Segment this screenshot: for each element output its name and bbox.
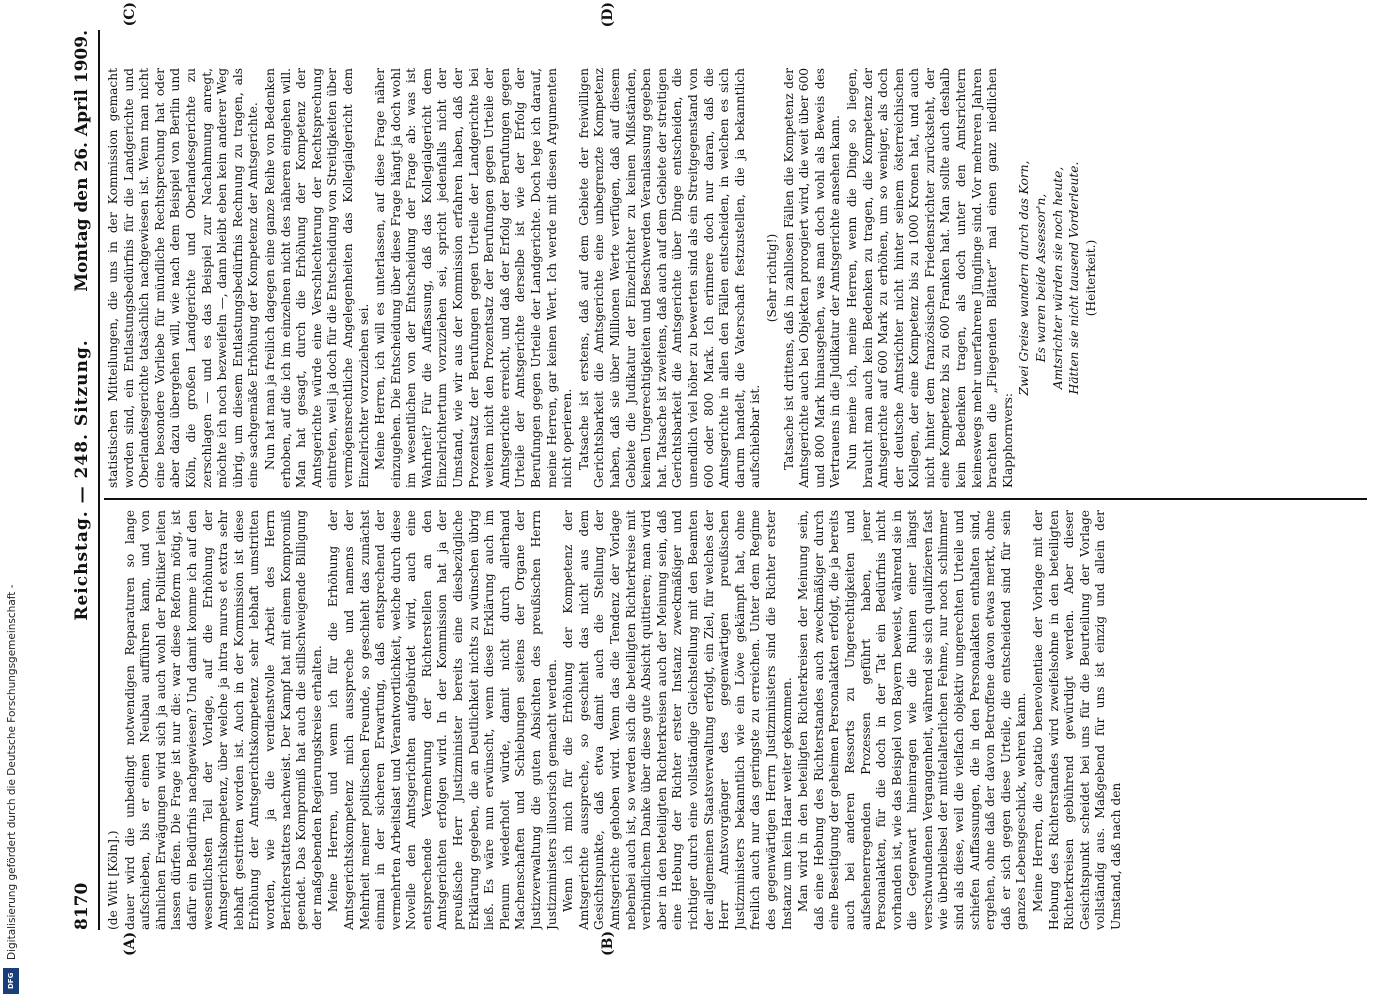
paragraph: Meine Herren, die captatio benevolentiae der Vorlage mit der Hebung des Richterstandes wird zweifelsohne in den beteiligten Richterkreisen gebührend gewürdigt werden. Aber dieser Gesichtspunkt scheidet bei uns für die Beurteilung der Vorlage vollständig aus. Maßgebend für uns ist einzig und allein der Umstand, daß nach den bbox=[1031, 510, 1123, 930]
interjection: (Heiterkeit.) bbox=[1083, 239, 1098, 317]
paragraph: Meine Herren, und wenn ich für die Erhöhung der Amtsgerichtskompetenz mich ausspreche und namens der Mehrheit meiner politischen Freunde, so geschieht das zunächst einmal in der sicheren Erwartung, daß entsprechend der vermehrten Arbeitslast und Verantwortlichkeit, welche durch diese Novelle den Amtsgerichten aufgebürdet wird, auch eine entsprechende Vermehrung der Richterstellen an den Amtsgerichten erfolgen wird. In der Kommission hat ja der preußische Herr Justizminister bereits eine diesbezügliche Erklärung gegeben, die an Deutlichkeit nichts zu wünschen übrig ließ. Es wäre nun erwünscht, wenn diese Erklärung auch im Plenum wiederholt würde, damit nicht durch allerhand Machenschaften und Schiebungen seitens der Organe der Justizverwaltung die guten Absichten des preußischen Herrn Justizministers illusorisch gemacht werden. bbox=[326, 510, 559, 930]
digitization-credit bbox=[4, 0, 20, 1000]
dfg-logo: DFG bbox=[3, 968, 19, 994]
page-number: 8170 bbox=[72, 882, 92, 930]
verse-line: Hätten sie nicht tausend Vorderleute. bbox=[1067, 161, 1082, 395]
left-column bbox=[106, 510, 1367, 930]
interjection: (Sehr richtig!) bbox=[764, 233, 779, 323]
paragraph: Man wird in den beteiligten Richterkreisen der Meinung sein, daß eine Hebung des Richterstandes auch zweckmäßiger durch eine Beseitigung der geheimen Personalakten erfolgt, die ja bereits auch bei anderen Ressorts zu Ungerechtigkeiten und aufsehenerregenden Prozessen geführt haben, jener Personalakten, für die doch in der Tat ein Bedürfnis nicht vorhanden ist, wie das Beispiel von Bayern beweist, während sie in die Gegenwart hineinragen wie die Ruinen einer längst verschwundenen Vergangenheit, während sie sich qualifizieren fast wie überbleibsel der mittelalterlichen Fehme, nur noch schlimmer sind als diese, weil die vielfach objektiv ungerechten Urteile und schiefen Auffassungen, die in den Personalakten enthalten sind, ergehen, ohne daß der davon Betroffene davon etwas merkt, ohne daß er sich gegen diese Urteile, die entscheidend sind für sein ganzes Lebensgeschick, wehren kann. bbox=[796, 510, 1029, 930]
right-column bbox=[106, 68, 1367, 488]
margin-mark-b: (B) bbox=[600, 930, 616, 956]
session-date: Montag den 26. April 1909. bbox=[72, 30, 92, 292]
paragraph: Meine Herren, ich will es unterlassen, auf diese Frage näher einzugehen. Die Entscheidung über diese Frage hängt ja doch wohl im wesentlichen von der Entscheidung der Frage ab: was ist Wahrheit? Für die Auffassung, daß das Kollegialgericht dem Einzelrichtertum vorzuziehen sei, spricht jedenfalls nicht der Umstand, wie wir aus der Kommission erfahren haben, daß der Prozentsatz der Berufungen gegen Urteile der Landgerichte bei weitem nicht den Prozentsatz der Berufungen gegen Urteile der Amtsgerichte erreicht, und daß der Erfolg der Berufungen gegen Urteile der Amtsgerichte derselbe ist wie der Erfolg der Berufungen gegen Urteile der Landgerichte. Doch lege ich darauf, meine Herren, gar keinen Wert. Ich werde mit diesen Argumenten nicht operieren. bbox=[373, 68, 575, 488]
margin-mark-a: (A) bbox=[122, 931, 138, 956]
rotated-newspaper-page bbox=[60, 0, 1383, 1000]
credit-text: Digitalisierung gefördert durch die Deutsche Forschungsgemeinschaft - bbox=[6, 584, 18, 960]
page-header bbox=[68, 30, 100, 930]
paragraph: Nun hat man ja freilich dagegen eine ganze Reihe von Bedenken erhoben, auf die ich im einzelnen nicht des näheren eingehen will. Man hat gesagt, durch die Erhöhung der Kompetenz der Amtsgerichte würde eine Verschlechterung der Rechtsprechung eintreten, weil ja doch für die Entscheidung von Streitigkeiten über vermögensrechtliche Angelegenheiten das Kollegialgericht dem Einzelrichter vorzuziehen sei. bbox=[262, 68, 371, 488]
speaker-tag: (de Witt [Köln].) bbox=[106, 830, 120, 930]
page-title: Reichstag. — 248. Sitzung. bbox=[72, 339, 92, 621]
margin-mark-c: (C) bbox=[122, 2, 138, 27]
column-divider bbox=[104, 498, 1367, 500]
paragraph: Tatsache ist drittens, daß in zahllosen Fällen die Kompetenz der Amtsgerichte auch bei Objekten prorogiert wird, die weit über 600 und 800 Mark hinausgehen, was man doch wohl als Beweis des Vertrauens in die Judikatur der Amtsgerichte ansehen kann. bbox=[781, 68, 843, 488]
header-rule bbox=[98, 30, 100, 930]
paragraph: Tatsache ist erstens, daß auf dem Gebiete der freiwilligen Gerichtsbarkeit die Amtsgerichte eine unbegrenzte Kompetenz haben, daß sie über Millionen Werte verfügen, daß auf diesem Gebiete die Judikatur der Einzelrichter zu keinen Mißständen, keinen Ungerechtigkeiten und Beschwerden Veranlassung gegeben hat. Tatsache ist zweitens, daß auch auf dem Gebiete der streitigen Gerichtsbarkeit die Amtsgerichte über Dinge entscheiden, die unendlich viel höher zu bewerten sind als ein Streitgegenstand von 600 oder 800 Mark. Ich erinnere doch nur daran, daß die Amtsgerichte in allen den Fällen entscheiden, in welchen es sich darum handelt, die Vaterschaft festzustellen, die ja bekanntlich aufschiebbar ist. bbox=[576, 68, 763, 488]
paragraph: Wenn ich mich für die Erhöhung der Kompetenz der Amtsgerichte ausspreche, so geschieht das nicht aus dem Gesichtspunkte, daß etwa damit auch die Stellung der Amtsgerichte gehoben wird. Wenn das die Tendenz der Vorlage nebenbei auch ist, so werden sich die beteiligten Richterkreise mit verbindlichem Danke über diese gute Absicht quittieren; man wird aber in den beteiligten Richterkreisen auch der Meinung sein, daß eine Hebung der Richter erster Instanz zweckmäßiger und richtiger durch eine vollständige Gleichstellung mit den Beamten der allgemeinen Staatsverwaltung erfolgt, ein Ziel, für welches der Herr Amtsvorgänger des gegenwärtigen preußischen Justizministers bekanntlich wie ein Löwe gekämpft hat, ohne freilich auch nur das geringste zu erreichen. Unter dem Regime des gegenwärtigen Herrn Justizministers sind die Richter erster Instanz um kein Haar weiter gekommen. bbox=[561, 510, 794, 930]
paragraph: statistischen Mitteilungen, die uns in der Kommission gemacht worden sind, ein Entlastungsbedürfnis für die Landgerichte und Oberlandesgerichte tatsächlich nachgewiesen ist. Wenn man nicht eine besondere Vorliebe für mündliche Rechtsprechung hat oder aber dazu übergehen will, wie nach dem Beispiel von Berlin und Köln, die großen Landgerichte und Oberlandesgerichte zu zerschlagen — und es das Beispiel zur Nachahmung anregt, möchte ich noch bezweifeln —, dann bleibt eben kein anderer Weg übrig, um diesem Entlastungsbedürfnis Rechnung zu tragen, als eine sachgemäße Erhöhung der Kompetenz der Amtsgerichte. bbox=[106, 68, 261, 488]
verse-line: Zwei Greise wandern durch das Korn, bbox=[1017, 160, 1032, 396]
margin-mark-d: (D) bbox=[600, 2, 616, 28]
verse-line: Amtsrichter würden sie noch heute, bbox=[1050, 166, 1065, 390]
paragraph: dauer wird die unbedingt notwendigen Reparaturen so lange aufschieben, bis er einen Neubau aufführen kann, und von ähnlichen Erwägungen wird sich ja auch wohl der Politiker leiten lassen dürfen. Die Frage ist nur die: war diese Reform nötig, ist dafür ein Bedürfnis nachgewiesen? Und damit komme ich auf den wesentlichsten Teil der Vorlage, auf die Erhöhung der Amtsgerichtskompetenz, über welche ja intra muros et extra sehr lebhaft gestritten worden ist. Auch in der Kommission ist diese Erhöhung der Amtsgerichtskompetenz sehr lebhaft umstritten worden, wie ja die verdienstvolle Arbeit des Herrn Berichterstatters nachweist. Der Kampf hat mit einem Kompromiß geendet. Das Kompromiß hat auch die stillschweigende Billigung der maßgebenden Regierungskreise erhalten. bbox=[122, 510, 324, 930]
verse-line: Es waren beide Assessor'n, bbox=[1034, 193, 1049, 363]
paragraph: Nun meine ich, meine Herren, wenn die Dinge so liegen, braucht man auch kein Bedenken zu tragen, die Kompetenz der Amtsgerichte auf 600 Mark zu erhöhen, um so weniger, als doch der deutsche Amtsrichter nicht hinter seinem österreichischen Kollegen, der eine Kompetenz bis zu 1000 Kronen hat, und auch nicht hinter dem französischen Friedensrichter zurücksteht, der eine Kompetenz bis zu 600 Franken hat. Man sollte auch deshalb kein Bedenken tragen, als doch unter den Amtsrichtern keineswegs mehr unerfahrene Jünglinge sind. Vor mehreren Jahren brachten die „Fliegenden Blätter“ mal einen ganz niedlichen Klapphornvers: bbox=[844, 68, 1015, 488]
